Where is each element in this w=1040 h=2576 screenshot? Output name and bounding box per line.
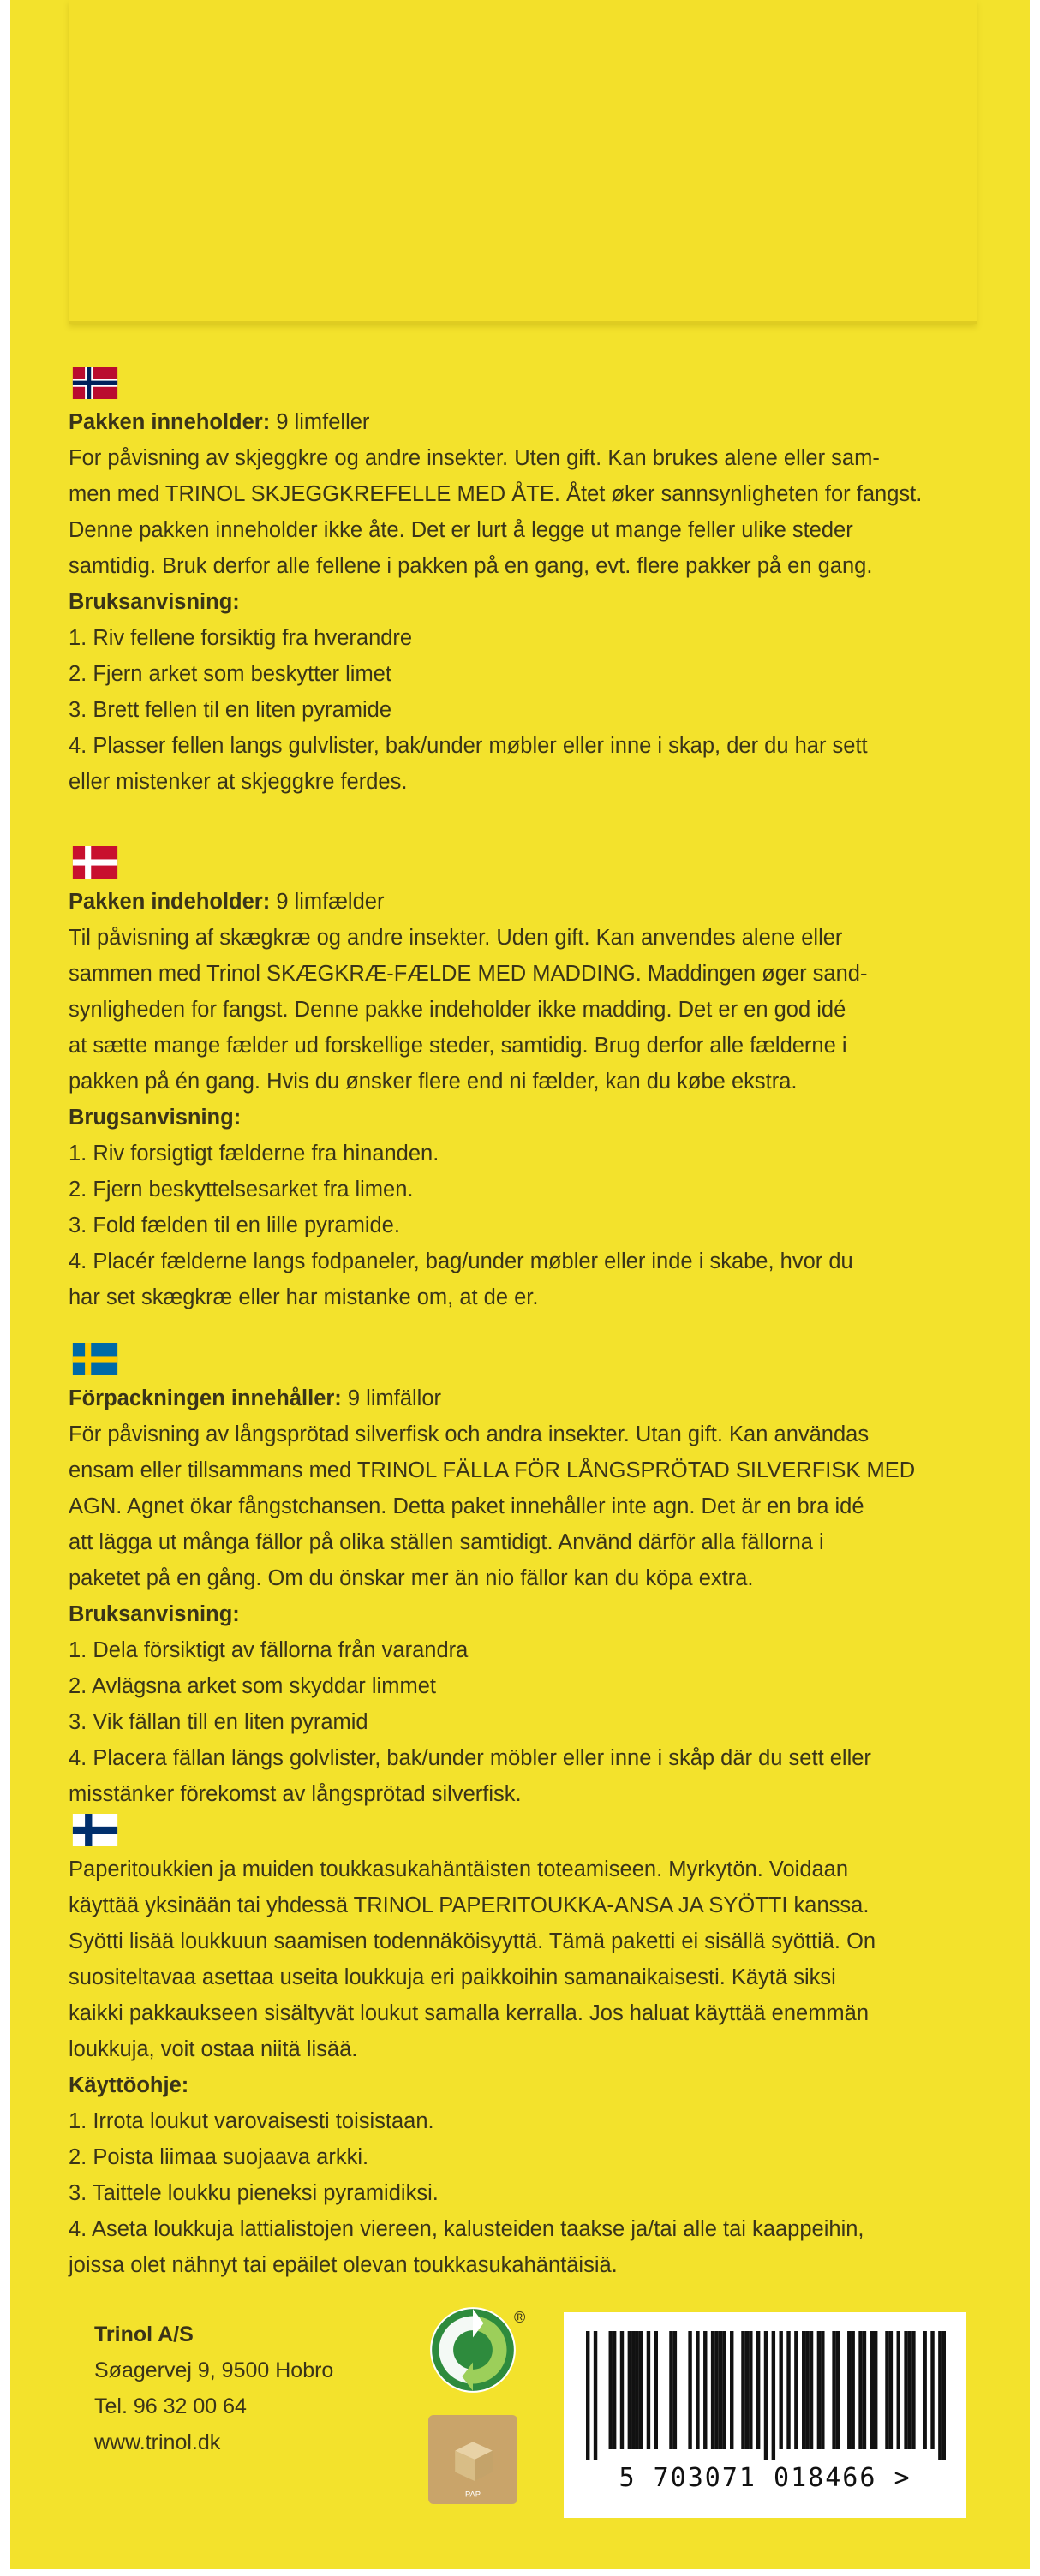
barcode-bar — [779, 2331, 782, 2449]
intro-line: Syötti lisää loukkuun saamisen todennäköisyyttä. Tämä paketti ei sisällä syöttiä. On — [69, 1929, 876, 1953]
barcode-bar — [851, 2331, 854, 2449]
barcode-bar — [908, 2331, 911, 2449]
section-danish — [69, 846, 959, 1315]
barcode-bar — [942, 2331, 946, 2460]
registered-mark: ® — [514, 2309, 526, 2326]
barcode-bar — [613, 2331, 616, 2449]
company-phone: Tel. 96 32 00 64 — [94, 2394, 247, 2418]
barcode-bar — [847, 2331, 851, 2449]
section-heading: Pakken indeholder: 9 limfælder — [69, 890, 385, 914]
barcode-bar — [930, 2331, 934, 2449]
step-line: 1. Riv fellene forsiktig fra hverandre — [69, 626, 413, 650]
intro-line: For påvisning av skjeggkre og andre insekter. Uten gift. Kan brukes alene eller sam- — [69, 446, 880, 470]
step-line: 1. Dela försiktigt av fällorna från varandra — [69, 1638, 469, 1662]
section-heading: Pakken inneholder: 9 limfeller — [69, 410, 370, 434]
pap-box-icon — [428, 2415, 517, 2504]
barcode-bar — [609, 2331, 613, 2449]
intro-line: Paperitoukkien ja muiden toukkasukahäntäisten toteamiseen. Myrkytön. Voidaan — [69, 1857, 849, 1881]
barcode-bar — [863, 2331, 866, 2449]
company-info — [94, 2317, 333, 2460]
step-line: 2. Fjern arket som beskytter limet — [69, 662, 391, 686]
step-line: 4. Aseta loukkuja lattialistojen viereen, kalusteiden taakse ja/tai alle tai kaappeihin, — [69, 2217, 864, 2241]
barcode-bar — [817, 2331, 821, 2449]
company-address: Søagervej 9, 9500 Hobro — [94, 2358, 334, 2382]
step-line: 2. Avlägsna arket som skyddar limmet — [69, 1674, 436, 1698]
company-website[interactable]: www.trinol.dk — [94, 2430, 221, 2454]
instructions-heading: Käyttöohje: — [69, 2073, 189, 2097]
section-heading: Förpackningen innehåller: 9 limfällor — [69, 1386, 442, 1410]
barcode-bar — [586, 2331, 589, 2460]
step-line: 4. Placera fällan längs golvlister, bak/under möbler eller inne i skåp där du sett eller — [69, 1746, 871, 1770]
barcode-bar — [756, 2331, 760, 2449]
denmark-flag-icon — [69, 846, 122, 879]
barcode-bars — [586, 2331, 946, 2460]
barcode-bar — [911, 2331, 915, 2449]
sweden-flag-icon — [69, 1343, 122, 1375]
barcode-bar — [786, 2331, 790, 2449]
barcode-bar — [639, 2331, 643, 2449]
intro-line: samtidig. Bruk derfor alle fellene i pakken på en gang, evt. flere pakker på en gang. — [69, 554, 873, 578]
barcode-bar — [741, 2331, 744, 2449]
intro-line: sammen med Trinol SKÆGKRÆ-FÆLDE MED MADDING. Maddingen øger sand- — [69, 962, 868, 986]
intro-line: men med TRINOL SKJEGGKREFELLE MED ÅTE. Åtet øker sannsynligheten for fangst. — [69, 482, 923, 506]
barcode-bar — [703, 2331, 707, 2449]
step-line: 3. Brett fellen til en liten pyramide — [69, 698, 392, 722]
intro-line: paketet på en gång. Om du önskar mer än nio fällor kan du köpa extra. — [69, 1566, 754, 1590]
barcode-bar — [711, 2331, 714, 2449]
intro-line: ensam eller tillsammans med TRINOL FÄLLA FÖR LÅNGSPRÖTAD SILVERFISK MED — [69, 1458, 916, 1482]
barcode-bar — [794, 2331, 798, 2449]
barcode-bar — [688, 2331, 691, 2449]
step-line: har set skægkræ eller har mistanke om, at de er. — [69, 1285, 539, 1309]
barcode-bar — [719, 2331, 722, 2449]
pap-label: PAP — [464, 2490, 481, 2499]
intro-line: at sætte mange fælder ud forskellige steder, samtidig. Brug derfor alle fælderne i — [69, 1034, 847, 1058]
barcode-bar — [904, 2331, 907, 2449]
intro-line: loukkuja, voit ostaa niitä lisää. — [69, 2037, 358, 2061]
barcode-bar — [832, 2331, 835, 2449]
intro-line: käyttää yksinään tai yhdessä TRINOL PAPERITOUKKA-ANSA JA SYÖTTI kanssa. — [69, 1893, 870, 1917]
intro-line: kaikki pakkaukseen sisältyvät loukut samalla kerralla. Jos haluat käyttää enemmän — [69, 2001, 870, 2025]
barcode — [564, 2312, 966, 2518]
barcode-bar — [938, 2331, 941, 2460]
barcode-bar — [628, 2331, 631, 2449]
instructions-heading: Bruksanvisning: — [69, 1602, 240, 1626]
barcode-bar — [764, 2331, 768, 2460]
barcode-bar — [745, 2331, 749, 2449]
barcode-bar — [669, 2331, 672, 2449]
barcode-bar — [885, 2331, 888, 2449]
step-line: eller mistenker at skjeggkre ferdes. — [69, 770, 408, 794]
barcode-bar — [673, 2331, 677, 2449]
barcode-bar — [620, 2331, 624, 2449]
barcode-bar — [772, 2331, 775, 2460]
step-line: 1. Riv forsigtigt fælderne fra hinanden. — [69, 1142, 439, 1166]
barcode-bar — [923, 2331, 926, 2449]
finland-flag-icon — [69, 1814, 122, 1846]
barcode-bar — [897, 2331, 900, 2449]
section-swedish — [69, 1343, 959, 1812]
barcode-bar — [647, 2331, 650, 2449]
step-line: 2. Poista liimaa suojaava arkki. — [69, 2145, 369, 2169]
barcode-bar — [730, 2331, 733, 2449]
intro-line: Denne pakken inneholder ikke åte. Det er lurt å legge ut mange feller ulike steder — [69, 518, 853, 542]
barcode-digits: 5 703071 018466 > — [619, 2463, 911, 2493]
barcode-bar — [654, 2331, 658, 2449]
barcode-bar — [802, 2331, 805, 2449]
intro-line: För påvisning av långsprötad silverfisk och andra insekter. Utan gift. Kan användas — [69, 1422, 870, 1446]
barcode-bar — [810, 2331, 813, 2449]
step-line: 3. Taittele loukku pieneksi pyramidiksi. — [69, 2181, 439, 2205]
intro-line: synligheden for fangst. Denne pakke indeholder ikke madding. Det er en god idé — [69, 998, 846, 1022]
step-line: 4. Plasser fellen langs gulvlister, bak/under møbler eller inne i skap, der du har sett — [69, 734, 868, 758]
intro-line: suositeltavaa asettaa useita loukkuja eri paikkoihin samanaikaisesti. Käytä siksi — [69, 1965, 836, 1989]
hanger-flap — [69, 0, 977, 324]
barcode-bar — [631, 2331, 635, 2449]
intro-line: Til påvisning af skægkræ og andre insekter. Uden gift. Kan anvendes alene eller — [69, 926, 843, 950]
step-line: 3. Fold fælden til en lille pyramide. — [69, 1213, 400, 1237]
barcode-bar — [594, 2331, 597, 2460]
step-line: 3. Vik fällan till en liten pyramid — [69, 1710, 368, 1734]
step-line: 4. Placér fælderne langs fodpaneler, bag/under møbler eller inde i skabe, hvor du — [69, 1249, 853, 1273]
barcode-bar — [696, 2331, 699, 2449]
barcode-bar — [870, 2331, 874, 2449]
barcode-bar — [805, 2331, 809, 2449]
step-line: joissa olet nähnyt tai epäilet olevan toukkasukahäntäisiä. — [69, 2253, 618, 2277]
green-dot-recycle-icon — [428, 2305, 517, 2394]
barcode-bar — [821, 2331, 824, 2449]
section-norwegian — [69, 367, 959, 800]
barcode-bar — [714, 2331, 718, 2449]
barcode-bar — [836, 2331, 840, 2449]
step-line: misstänker förekomst av långsprötad silverfisk. — [69, 1782, 522, 1806]
barcode-bar — [889, 2331, 893, 2449]
intro-line: att lägga ut många fällor på olika ställen samtidigt. Använd därför alla fällorna i — [69, 1530, 824, 1554]
barcode-bar — [858, 2331, 862, 2449]
barcode-bar — [635, 2331, 638, 2449]
intro-line: AGN. Agnet ökar fångstchansen. Detta paket innehåller inte agn. Det är en bra idé — [69, 1494, 864, 1518]
norway-flag-icon — [69, 367, 122, 399]
step-line: 1. Irrota loukut varovaisesti toisistaan. — [69, 2109, 434, 2133]
instructions-heading: Brugsanvisning: — [69, 1106, 242, 1130]
section-finnish — [69, 1814, 959, 2283]
barcode-bar — [749, 2331, 752, 2449]
instructions-heading: Bruksanvisning: — [69, 590, 240, 614]
intro-line: pakken på én gang. Hvis du ønsker flere end ni fælder, kan du købe ekstra. — [69, 1070, 798, 1094]
barcode-bar — [722, 2331, 726, 2449]
step-line: 2. Fjern beskyttelsesarket fra limen. — [69, 1178, 414, 1202]
company-name: Trinol A/S — [94, 2323, 194, 2346]
barcode-bar — [874, 2331, 877, 2449]
